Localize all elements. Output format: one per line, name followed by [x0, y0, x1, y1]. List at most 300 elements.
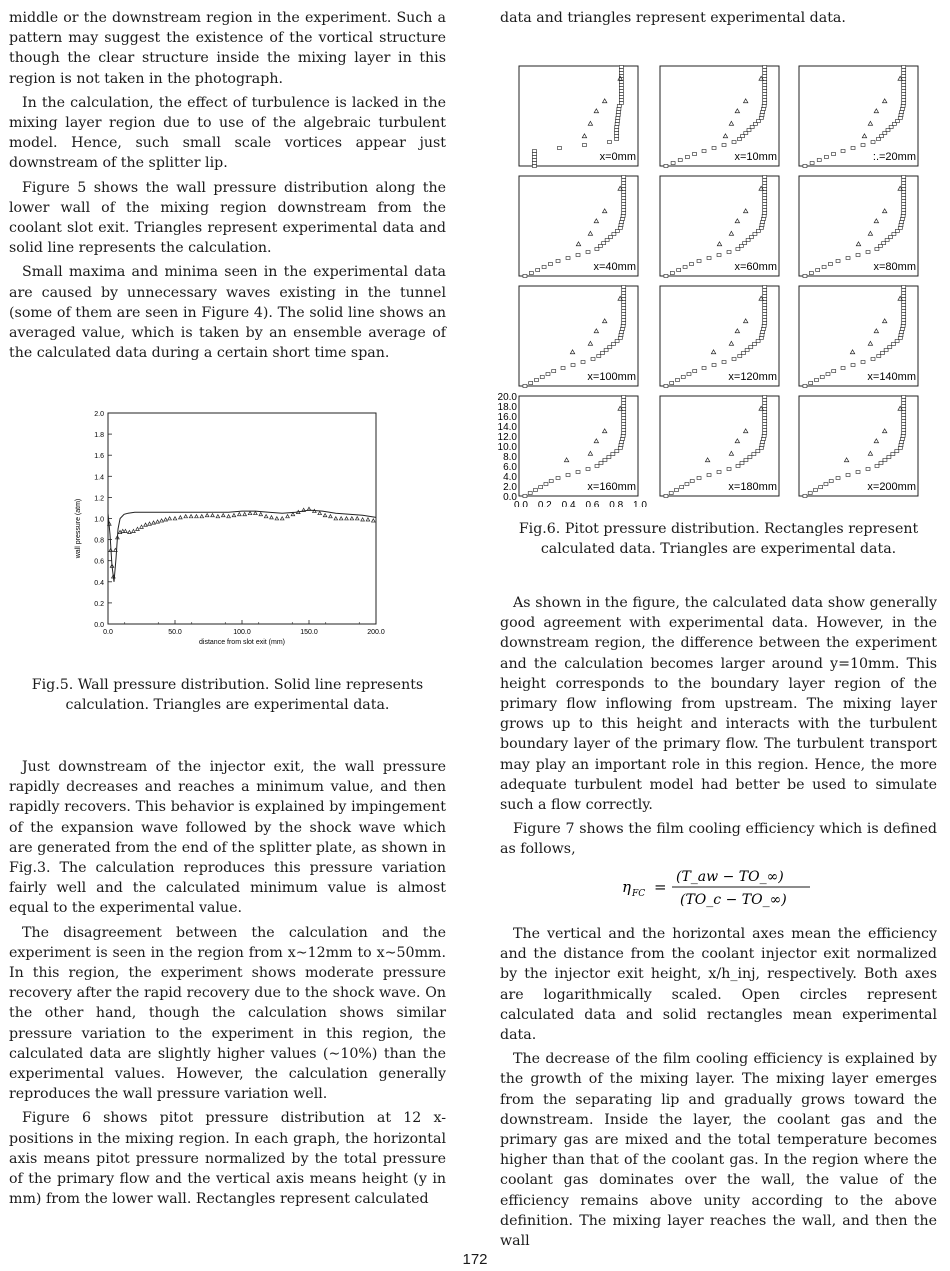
calculated-rectangle: [622, 313, 626, 316]
calculated-rectangle: [532, 156, 536, 159]
panel-label: x=60mm: [734, 261, 777, 273]
calculated-rectangle: [622, 423, 626, 426]
calculated-rectangle: [561, 367, 565, 370]
calculated-rectangle: [902, 96, 906, 99]
calculated-rectangle: [846, 474, 850, 477]
calculated-rectangle: [566, 474, 570, 477]
calculated-rectangle: [615, 450, 619, 453]
calculated-rectangle: [548, 263, 552, 266]
experimental-triangle: [318, 511, 322, 514]
calculated-rectangle: [899, 114, 903, 117]
paragraph: Just downstream of the injector exit, the wall pressure rapidly decreases and reaches a minimum value, and then rapidly recovers. This behavior is explained by impingement of the expansion wave followed by the shock wave which are generated from the end of the splitter plate, as shown in Fig.3. The calculation reproduces this pressure variation fairly well and the calculated minimum value is almost equal to the experimental value.: [9, 759, 446, 917]
calculated-rectangle: [824, 156, 828, 159]
calculated-rectangle: [902, 99, 906, 102]
y-tick-label: 0.0: [503, 492, 517, 503]
calculated-rectangle: [763, 399, 767, 402]
calculated-rectangle: [603, 459, 607, 462]
calculated-rectangle: [902, 212, 906, 215]
panel-label: x=0mm: [599, 151, 636, 163]
calculated-rectangle: [727, 468, 731, 471]
calculated-rectangle: [746, 239, 750, 242]
calculated-rectangle: [861, 361, 865, 364]
y-tick-label: 0.2: [94, 600, 104, 608]
calculated-rectangle: [899, 224, 903, 227]
calculated-rectangle: [566, 257, 570, 260]
paragraph: The decrease of the film cooling efficiency is explained by the growth of the mixing layer. The mixing layer emerges from the separating lip and gradually grows toward the downstream. Inside the layer, the coolant gas and the primary gas are mixed and the total temperature becomes higher than that of the coolant gas. In the region where the coolant gas dominates over the wall, the value of the efficiency remains above unity according to the above definition. The mixing layer reaches the wall, and then the wall: [500, 1051, 937, 1250]
calculated-rectangle: [615, 138, 619, 141]
calculated-rectangle: [738, 355, 742, 358]
calculated-rectangle: [763, 286, 767, 289]
calculated-rectangle: [763, 191, 767, 194]
calculated-rectangle: [900, 218, 904, 221]
experimental-triangle: [205, 514, 209, 517]
calculated-rectangle: [622, 185, 626, 188]
experimental-triangle: [221, 514, 225, 517]
calculated-rectangle: [891, 343, 895, 346]
calculated-rectangle: [620, 218, 624, 221]
calculated-rectangle: [763, 185, 767, 188]
eqn-denominator: (TO_c − TO_∞): [680, 892, 787, 908]
calculated-rectangle: [576, 471, 580, 474]
calculated-rectangle: [722, 361, 726, 364]
calculated-rectangle: [619, 444, 623, 447]
calculated-rectangle: [902, 72, 906, 75]
calculated-rectangle: [763, 414, 767, 417]
calculated-rectangle: [824, 483, 828, 486]
calculated-rectangle: [619, 66, 623, 69]
experimental-triangle: [286, 515, 290, 518]
x-tick-label: 100.0: [233, 629, 251, 636]
calculated-rectangle: [902, 176, 906, 179]
calculated-rectangle: [605, 239, 609, 242]
calculated-rectangle: [885, 239, 889, 242]
calculated-rectangle: [581, 361, 585, 364]
calculated-rectangle: [681, 376, 685, 379]
calculated-rectangle: [813, 489, 817, 492]
calculated-rectangle: [902, 313, 906, 316]
calculated-rectangle: [902, 310, 906, 313]
calculated-rectangle: [763, 203, 767, 206]
experimental-triangle: [189, 515, 193, 518]
calculated-rectangle: [895, 340, 899, 343]
fig6-caption: Fig.6. Pitot pressure distribution. Rectangles represent calculated data. Triangles are experimental data.: [518, 521, 919, 557]
calculated-rectangle: [856, 254, 860, 257]
y-axis-label: wall pressure (atm): [75, 498, 82, 559]
panel-label: x=180mm: [728, 481, 777, 493]
experimental-triangle: [124, 529, 128, 532]
calculated-rectangle: [557, 147, 561, 150]
calculated-rectangle: [902, 93, 906, 96]
calculated-rectangle: [895, 450, 899, 453]
calculated-rectangle: [902, 289, 906, 292]
eqn-lhs-sub: FC: [632, 889, 646, 899]
calculated-rectangle: [549, 480, 553, 483]
calculated-rectangle: [828, 263, 832, 266]
calculated-rectangle: [763, 301, 767, 304]
calculated-rectangle: [763, 194, 767, 197]
calculated-rectangle: [763, 307, 767, 310]
panel-label: x=80mm: [873, 261, 916, 273]
calculated-rectangle: [595, 248, 599, 251]
calculated-rectangle: [612, 233, 616, 236]
calculated-rectangle: [763, 209, 767, 212]
calculated-rectangle: [670, 272, 674, 275]
calculated-rectangle: [598, 245, 602, 248]
calculated-rectangle: [832, 370, 836, 373]
calculated-rectangle: [763, 313, 767, 316]
calculated-rectangle: [902, 84, 906, 87]
calculated-rectangle: [763, 197, 767, 200]
calculated-rectangle: [529, 272, 533, 275]
pitot-pressure-chart: [494, 52, 934, 507]
right-column-middle: [500, 593, 937, 864]
calculated-rectangle: [763, 96, 767, 99]
calculated-rectangle: [529, 382, 533, 385]
calculated-rectangle: [611, 343, 615, 346]
experimental-triangle: [148, 522, 152, 525]
experimental-triangle: [248, 511, 252, 514]
calculated-rectangle: [576, 254, 580, 257]
calculated-rectangle: [749, 346, 753, 349]
calculated-rectangle: [883, 132, 887, 135]
calculated-rectangle: [856, 471, 860, 474]
y-tick-label: 0.4: [94, 579, 104, 587]
y-tick-label: 1.0: [94, 516, 104, 524]
experimental-triangle: [211, 514, 215, 517]
calculated-rectangle: [622, 212, 626, 215]
page-number: 172: [462, 1251, 488, 1268]
calculated-rectangle: [900, 108, 904, 111]
calculated-rectangle: [803, 495, 807, 498]
calculated-rectangle: [677, 269, 681, 272]
calculated-rectangle: [618, 227, 622, 230]
calculated-rectangle: [622, 420, 626, 423]
calculated-rectangle: [664, 385, 668, 388]
plot-frame: [108, 413, 376, 624]
calculated-rectangle: [851, 147, 855, 150]
calculated-rectangle: [750, 236, 754, 239]
calculated-rectangle: [803, 385, 807, 388]
calculated-rectangle: [902, 402, 906, 405]
x-tick-label: 0.0: [514, 500, 528, 507]
calculated-rectangle: [763, 66, 767, 69]
calculated-rectangle: [759, 227, 763, 230]
calculated-rectangle: [744, 459, 748, 462]
calculated-rectangle: [898, 227, 902, 230]
calculated-rectangle: [620, 221, 624, 224]
calculated-rectangle: [621, 435, 625, 438]
calculated-rectangle: [617, 108, 621, 111]
experimental-triangle: [140, 525, 144, 528]
calculated-rectangle: [532, 153, 536, 156]
calculated-rectangle: [702, 150, 706, 153]
calculated-rectangle: [523, 275, 527, 278]
calculated-rectangle: [902, 304, 906, 307]
calculated-rectangle: [739, 245, 743, 248]
experimental-triangle: [361, 518, 365, 521]
calculated-rectangle: [744, 132, 748, 135]
calculated-rectangle: [763, 93, 767, 96]
x-axis-label: distance from slot exit (mm): [199, 639, 285, 646]
calculated-rectangle: [866, 468, 870, 471]
calculated-rectangle: [832, 153, 836, 156]
y-tick-label: 2.0: [503, 482, 517, 493]
calculated-rectangle: [899, 334, 903, 337]
calculated-rectangle: [763, 405, 767, 408]
calculated-rectangle: [759, 337, 763, 340]
calculated-rectangle: [875, 248, 879, 251]
calculated-rectangle: [809, 272, 813, 275]
calculated-rectangle: [602, 242, 606, 245]
calculated-rectangle: [727, 251, 731, 254]
calculated-rectangle: [690, 480, 694, 483]
calculated-rectangle: [756, 230, 760, 233]
y-tick-label: 10.0: [497, 442, 517, 453]
calculated-rectangle: [707, 257, 711, 260]
calculated-rectangle: [582, 144, 586, 147]
calculated-rectangle: [619, 69, 623, 72]
calculated-rectangle: [759, 447, 763, 450]
equation: [620, 864, 840, 910]
paragraph: data and triangles represent experimental data.: [500, 10, 846, 26]
y-tick-label: 1.2: [94, 495, 104, 503]
calculated-rectangle: [902, 432, 906, 435]
x-tick-label: 0.6: [585, 500, 600, 507]
calculated-rectangle: [763, 295, 767, 298]
calculated-rectangle: [888, 346, 892, 349]
calculated-rectangle: [683, 266, 687, 269]
y-tick-label: 14.0: [497, 422, 517, 433]
calculated-rectangle: [803, 275, 807, 278]
experimental-triangle: [195, 515, 199, 518]
panel-label: x=140mm: [867, 371, 916, 383]
right-column-lower: [500, 924, 937, 1255]
calculated-rectangle: [617, 111, 621, 114]
y-tick-label: 18.0: [497, 402, 517, 413]
calculated-rectangle: [609, 236, 613, 239]
calculated-rectangle: [693, 370, 697, 373]
calculated-rectangle: [902, 319, 906, 322]
calculated-rectangle: [841, 150, 845, 153]
calculated-rectangle: [902, 292, 906, 295]
calculated-rectangle: [619, 334, 623, 337]
calculated-rectangle: [717, 471, 721, 474]
calculated-rectangle: [618, 447, 622, 450]
calculated-rectangle: [763, 176, 767, 179]
calculated-rectangle: [621, 215, 625, 218]
calculated-rectangle: [892, 123, 896, 126]
calculated-rectangle: [611, 453, 615, 456]
calculated-rectangle: [763, 84, 767, 87]
calculated-rectangle: [879, 462, 883, 465]
calculated-rectangle: [900, 111, 904, 114]
calculated-rectangle: [763, 81, 767, 84]
calculated-rectangle: [762, 215, 766, 218]
calculated-rectangle: [763, 420, 767, 423]
calculated-rectangle: [622, 203, 626, 206]
calculated-rectangle: [902, 185, 906, 188]
calculated-rectangle: [901, 325, 905, 328]
calculated-rectangle: [687, 373, 691, 376]
calculated-rectangle: [619, 99, 623, 102]
experimental-triangle: [264, 515, 268, 518]
calculated-rectangle: [740, 462, 744, 465]
calculated-rectangle: [619, 84, 623, 87]
calculated-rectangle: [763, 72, 767, 75]
x-tick-label: 0.0: [103, 629, 113, 636]
calculated-rectangle: [763, 90, 767, 93]
calculated-rectangle: [902, 87, 906, 90]
calculated-rectangle: [622, 316, 626, 319]
calculated-rectangle: [841, 367, 845, 370]
calculated-rectangle: [622, 295, 626, 298]
experimental-triangle: [152, 521, 156, 524]
calculated-rectangle: [902, 411, 906, 414]
calculated-rectangle: [817, 159, 821, 162]
calculated-rectangle: [902, 423, 906, 426]
calculated-rectangle: [808, 492, 812, 495]
calculated-rectangle: [600, 352, 604, 355]
calculated-rectangle: [743, 242, 747, 245]
calculated-rectangle: [540, 376, 544, 379]
calculated-rectangle: [532, 159, 536, 162]
y-tick-label: 4.0: [503, 472, 517, 483]
calculated-rectangle: [747, 129, 751, 132]
calculated-rectangle: [889, 236, 893, 239]
experimental-triangle: [334, 517, 338, 520]
calculated-rectangle: [900, 328, 904, 331]
calculated-rectangle: [622, 417, 626, 420]
calculated-rectangle: [622, 179, 626, 182]
calculated-rectangle: [752, 343, 756, 346]
paragraph: As shown in the figure, the calculated data show generally good agreement with experimental data. However, in the downstream region, the difference between the experiment and the calculation becomes larger around y=10mm. This height corresponds to the boundary layer region of the primary flow inflowing from upstream. The mixing layer grows up to this height and interacts with the turbulent boundary layer of the primary flow. The turbulent transport may play an important role in this region. Hence, the more adequate turbulent model had better be used to simulate such a flow correctly.: [500, 595, 937, 814]
calculated-rectangle: [761, 111, 765, 114]
calculated-rectangle: [622, 402, 626, 405]
calculated-rectangle: [761, 218, 765, 221]
experimental-triangle: [168, 517, 172, 520]
calculated-rectangle: [712, 147, 716, 150]
calculated-rectangle: [762, 105, 766, 108]
calculated-rectangle: [753, 233, 757, 236]
calculated-rectangle: [620, 438, 624, 441]
x-tick-label: 150.0: [300, 629, 318, 636]
calculated-rectangle: [619, 87, 623, 90]
experimental-triangle: [173, 517, 177, 520]
calculated-rectangle: [899, 444, 903, 447]
experimental-triangle: [355, 517, 359, 520]
experimental-triangle: [243, 512, 247, 515]
calculated-rectangle: [763, 396, 767, 399]
calculated-rectangle: [622, 405, 626, 408]
calculated-rectangle: [622, 411, 626, 414]
calculated-rectangle: [891, 453, 895, 456]
calculated-rectangle: [752, 453, 756, 456]
calculated-rectangle: [622, 289, 626, 292]
calculated-rectangle: [880, 135, 884, 138]
y-tick-label: 8.0: [503, 452, 517, 463]
calculated-rectangle: [693, 153, 697, 156]
calculated-rectangle: [902, 203, 906, 206]
calculated-rectangle: [763, 417, 767, 420]
calculated-rectangle: [674, 489, 678, 492]
fig5-caption: Fig.5. Wall pressure distribution. Solid line represents calculation. Triangles are experimental data.: [31, 677, 424, 713]
calculated-rectangle: [619, 90, 623, 93]
calculated-rectangle: [664, 165, 668, 168]
calculated-rectangle: [822, 266, 826, 269]
paragraph: Figure 7 shows the film cooling efficiency which is defined as follows,: [500, 821, 937, 858]
panel-label: x=160mm: [587, 481, 636, 493]
calculated-rectangle: [763, 206, 767, 209]
calculated-rectangle: [664, 495, 668, 498]
calculated-rectangle: [616, 117, 620, 120]
calculated-rectangle: [523, 495, 527, 498]
x-tick-label: 1.0: [633, 500, 647, 507]
calculated-rectangle: [902, 191, 906, 194]
calculated-rectangle: [902, 414, 906, 417]
calculated-rectangle: [717, 254, 721, 257]
y-tick-label: 16.0: [497, 412, 517, 423]
calculated-rectangle: [898, 337, 902, 340]
calculated-rectangle: [586, 251, 590, 254]
calculated-rectangle: [622, 286, 626, 289]
calculated-rectangle: [902, 295, 906, 298]
experimental-triangle: [259, 512, 263, 515]
calculated-rectangle: [851, 364, 855, 367]
calculated-rectangle: [622, 399, 626, 402]
calculated-rectangle: [763, 304, 767, 307]
calculated-rectangle: [902, 399, 906, 402]
figure-6: [494, 52, 934, 507]
y-tick-label: 1.4: [94, 474, 104, 482]
calculated-rectangle: [763, 319, 767, 322]
experimental-triangle: [280, 517, 284, 520]
calculated-rectangle: [896, 120, 900, 123]
calculated-rectangle: [761, 108, 765, 111]
right-column-top: [500, 8, 937, 32]
calculated-rectangle: [763, 87, 767, 90]
calculated-rectangle: [620, 328, 624, 331]
calculated-rectangle: [616, 114, 620, 117]
calculated-rectangle: [622, 206, 626, 209]
calculated-rectangle: [619, 81, 623, 84]
panel-label: x=200mm: [867, 481, 916, 493]
calculated-rectangle: [819, 486, 823, 489]
calculated-rectangle: [599, 462, 603, 465]
calculated-rectangle: [615, 120, 619, 123]
experimental-triangle: [345, 517, 349, 520]
left-column: [9, 8, 446, 367]
calculated-rectangle: [622, 429, 626, 432]
calculated-rectangle: [532, 165, 536, 168]
calculated-rectangle: [902, 179, 906, 182]
calculated-rectangle: [902, 426, 906, 429]
calculated-rectangle: [622, 310, 626, 313]
calculated-rectangle: [621, 325, 625, 328]
calculated-rectangle: [902, 417, 906, 420]
experimental-triangle: [270, 516, 274, 519]
panel-label: x=100mm: [587, 371, 636, 383]
calculated-rectangle: [622, 182, 626, 185]
calculated-rectangle: [763, 432, 767, 435]
calculated-rectangle: [876, 138, 880, 141]
calculated-rectangle: [763, 310, 767, 313]
calculated-rectangle: [884, 349, 888, 352]
panel-label: x=120mm: [728, 371, 777, 383]
y-tick-label: 12.0: [497, 432, 517, 443]
calculated-rectangle: [586, 468, 590, 471]
calculated-rectangle: [532, 162, 536, 165]
calculated-rectangle: [615, 135, 619, 138]
